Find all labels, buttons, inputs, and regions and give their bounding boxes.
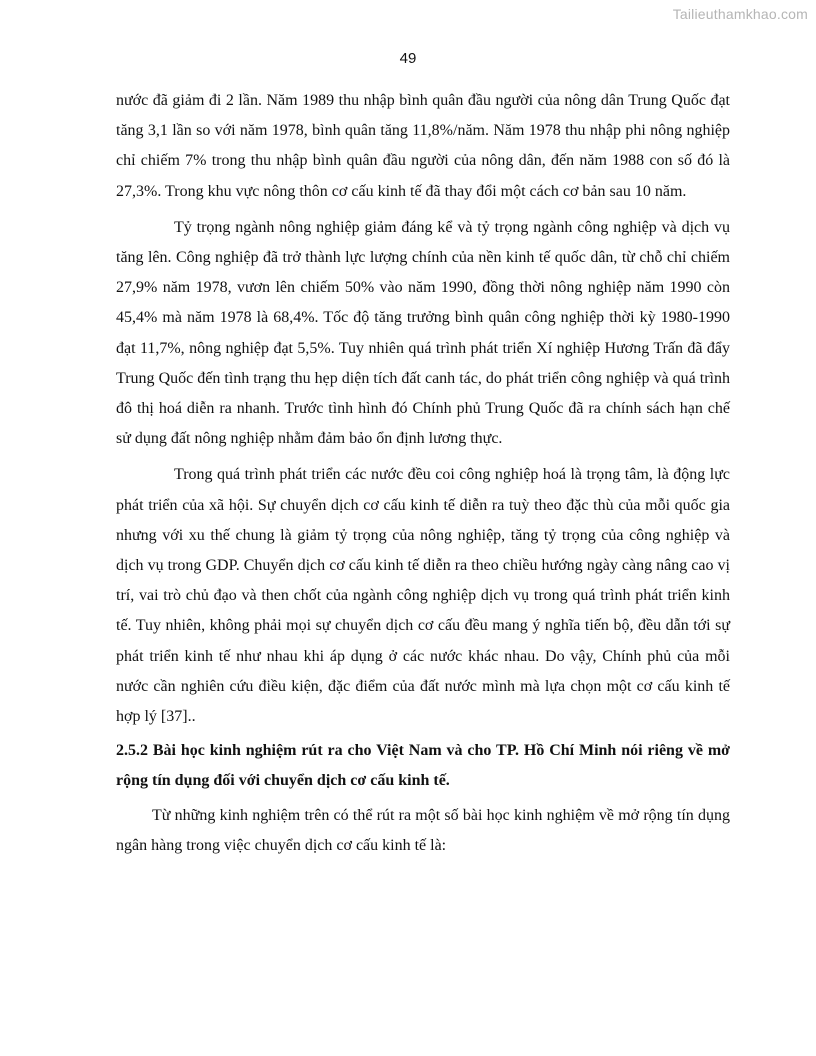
section-heading: 2.5.2 Bài học kinh nghiệm rút ra cho Việt Nam và cho TP. Hồ Chí Minh nói riêng về mở rộng tín dụng đối với chuyển dịch cơ cấu kinh tế. [116, 742, 730, 790]
paragraph-industry-share: Tỷ trọng ngành nông nghiệp giảm đáng kể và tỷ trọng ngành công nghiệp và dịch vụ tăng lên. Công nghiệp đã trở thành lực lượng chính của nền kinh tế quốc dân, từ chỗ chỉ chiếm 27,9% năm 1978, vươn lên chiếm 50% vào năm 1990, đồng thời nông nghiệp năm 1990 còn 45,4% mà năm 1978 là 68,4%. Tốc độ tăng trưởng bình quân công nghiệp thời kỳ 1980-1990 đạt 11,7%, nông nghiệp đạt 5,5%. Tuy nhiên quá trình phát triển Xí nghiệp Hương Trấn đã đẩy Trung Quốc đến tình trạng thu hẹp diện tích đất canh tác, do phát triển công nghiệp và quá trình đô thị hoá diễn ra nhanh. Trước tình hình đó Chính phủ Trung Quốc đã ra chính sách hạn chế sử dụng đất nông nghiệp nhằm đảm bảo ổn định lương thực. [116, 218, 730, 448]
watermark-text: Tailieuthamkhao.com [672, 6, 808, 22]
paragraph-structural-shift: Trong quá trình phát triển các nước đều coi công nghiệp hoá là trọng tâm, là động lực phát triển của xã hội. Sự chuyển dịch cơ cấu kinh tế diễn ra tuỳ theo đặc thù của mỗi quốc gia nhưng với xu thế chung là giảm tỷ trọng của nông nghiệp, tăng tỷ trọng của công nghiệp và dịch vụ trong GDP. Chuyển dịch cơ cấu kinh tế diễn ra theo chiều hướng ngày càng nâng cao vị trí, vai trò chủ đạo và then chốt của ngành công nghiệp dịch vụ trong quá trình phát triển kinh tế. Tuy nhiên, không phải mọi sự chuyển dịch cơ cấu đều mang ý nghĩa tiến bộ, đều dẫn tới sự phát triển kinh tế như nhau khi áp dụng ở các nước khác nhau. Do vậy, Chính phủ của mỗi nước cần nghiên cứu điều kiện, đặc điểm của đất nước mình mà lựa chọn một cơ cấu kinh tế hợp lý [37].. [116, 466, 730, 726]
paragraph-lessons-intro: Từ những kinh nghiệm trên có thể rút ra một số bài học kinh nghiệm về mở rộng tín dụng ngân hàng trong việc chuyển dịch cơ cấu kinh tế là: [116, 806, 730, 854]
paragraph-continuation: nước đã giảm đi 2 lần. Năm 1989 thu nhập bình quân đầu người của nông dân Trung Quốc đạt tăng 3,1 lần so với năm 1978, bình quân tăng 11,8%/năm. Năm 1978 thu nhập phi nông nghiệp chỉ chiếm 7% trong thu nhập bình quân đầu người của nông dân, đến năm 1988 con số đó là 27,3%. Trong khu vực nông thôn cơ cấu kinh tế đã thay đổi một cách cơ bản sau 10 năm. [116, 92, 730, 200]
document-body [116, 86, 730, 861]
page-number: 49 [399, 50, 417, 67]
